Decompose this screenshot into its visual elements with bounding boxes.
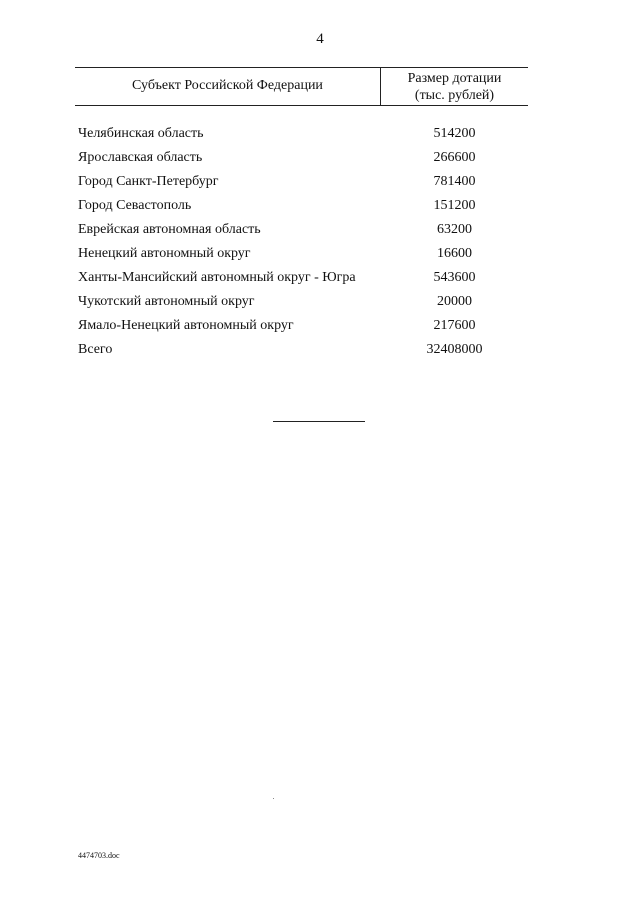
table-row [0, 316, 640, 340]
table-row [0, 148, 640, 172]
page-number: 4 [316, 31, 324, 47]
scan-speck [273, 798, 274, 799]
column-header-subject: Субъект Российской Федерации [132, 78, 323, 93]
row-amount: 217600 [433, 318, 476, 333]
table-row [0, 220, 640, 244]
row-subject: Город Санкт-Петербург [78, 174, 219, 189]
row-subject: Ярославская область [78, 150, 203, 165]
table-row [0, 292, 640, 316]
table-row [0, 172, 640, 196]
row-subject: Всего [78, 342, 113, 357]
column-header-amount [381, 70, 528, 104]
column-header-amount-line2: (тыс. рублей) [414, 88, 495, 103]
row-amount: 20000 [437, 294, 472, 309]
table-row [0, 196, 640, 220]
row-subject: Ненецкий автономный округ [78, 246, 251, 261]
table-header [75, 67, 528, 106]
row-amount: 16600 [437, 246, 472, 261]
row-amount: 151200 [433, 198, 476, 213]
table-row [0, 124, 640, 148]
row-subject: Еврейская автономная область [78, 222, 261, 237]
table-row [0, 268, 640, 292]
row-subject: Чукотский автономный округ [78, 294, 255, 309]
table-row [0, 244, 640, 268]
row-amount: 514200 [433, 126, 476, 141]
end-of-document-rule [273, 421, 365, 422]
file-reference: 4474703.doc [78, 851, 120, 860]
row-subject: Ханты-Мансийский автономный округ - Югра [78, 270, 356, 285]
row-subject: Город Севастополь [78, 198, 192, 213]
row-amount: 266600 [433, 150, 476, 165]
row-subject: Челябинская область [78, 126, 204, 141]
row-amount: 781400 [433, 174, 476, 189]
table-row-total [0, 340, 640, 364]
row-amount: 63200 [437, 222, 472, 237]
table-body [0, 124, 640, 364]
column-header-amount-line1: Размер дотации [407, 71, 502, 86]
row-amount: 32408000 [426, 342, 483, 357]
row-subject: Ямало-Ненецкий автономный округ [78, 318, 294, 333]
row-amount: 543600 [433, 270, 476, 285]
